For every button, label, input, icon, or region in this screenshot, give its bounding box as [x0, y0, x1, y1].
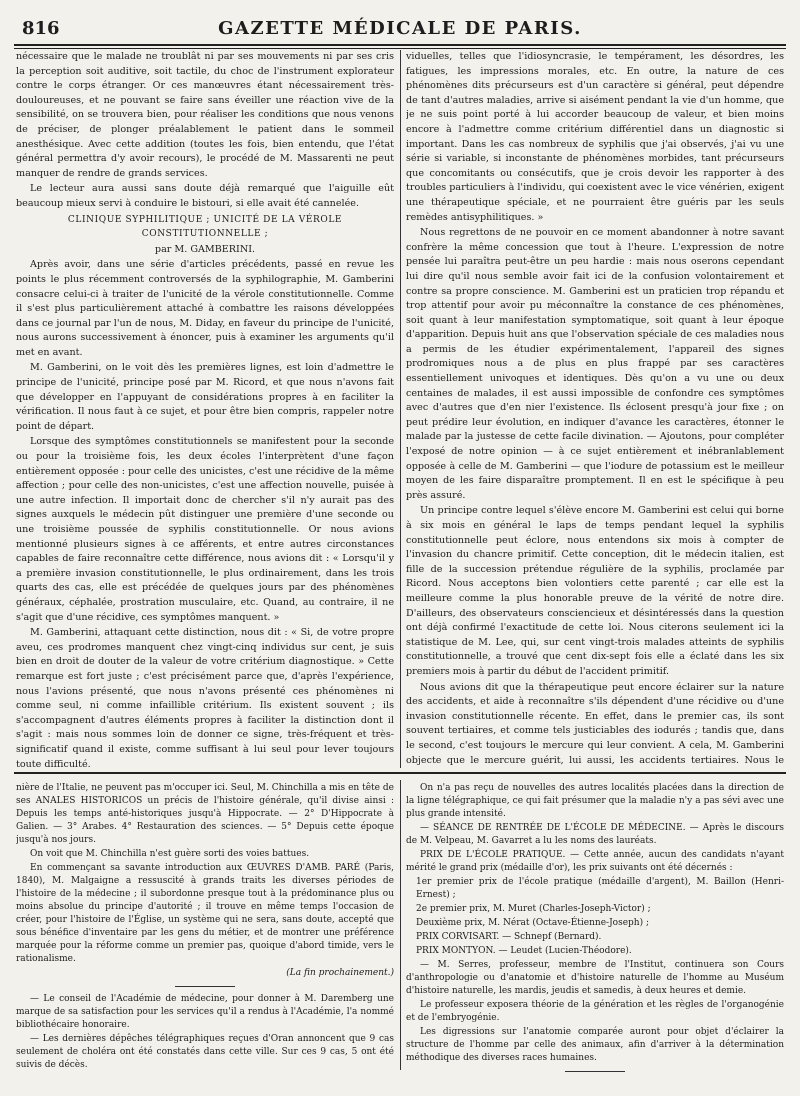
paragraph: nière de l'Italie, ne peuvent pas m'occuper ici. Seul, M. Chinchilla a mis en tête de ses ANALES HISTORICOS un précis de l'histoire générale, qu'il divise ainsi : Depuis les temps anté-historiques jusqu'à Hippocrate. — 2° D'Hippocrate à Galien. — 3° Arabes. 4° Restauration des sciences. — 5° Depuis cette époque jusqu'à nos jours. [16, 783, 394, 845]
prize-item: 2e premier prix, M. Muret (Charles-Joseph-Victor) ; [416, 904, 651, 914]
news-item: — M. Serres, professeur, membre de l'Institut, continuera son Cours d'anthropologie ou d'anatomie et d'histoire naturelle de l'homme au Muséum d'histoire naturelle, les mardis, jeudis et samedis, à deux heures et demie. [406, 960, 784, 996]
paragraph: viduelles, telles que l'idiosyncrasie, le tempérament, les désordres, les fatigues, les impressions morales, etc. En outre, la nature de ces phénomènes dits précurseurs est d'un caractère si général, peut dépendre de tant d'autres maladies, arrive si aisément pendant la vie d'un homme, que je ne suis point porté à lui accorder beaucoup de valeur, et bien moins encore à l'admettre comme critérium différentiel dans un diagnostic si important. Dans les cas nombreux de syphilis que j'ai observés, j'ai vu une série si variable, si inconstante de phénomènes morbides, tant précurseurs que concomitants ou consécutifs, que je crois devoir les rapporter à des troubles particuliers à l'individu, qui coexistent avec le vice vénérien, exigent une thérapeutique spéciale, et ne pourraient être guéris par les seuls remèdes antisyphilitiques. » [406, 51, 784, 223]
byline: par M. GAMBERINI. [154, 243, 256, 255]
paragraph: Le lecteur aura aussi sans doute déjà remarqué que l'aiguille eût beaucoup mieux servi à conduire le bistouri, si elle avait été cannelée. [16, 183, 394, 209]
news-item: On n'a pas reçu de nouvelles des autres localités placées dans la direction de la ligne télégraphique, ce qui fait présumer que la maladie n'y a pas sévi avec une plus grande intensité. [406, 783, 784, 819]
paragraph: En commençant sa savante introduction aux ŒUVRES D'AMB. PARÉ (Paris, 1840), M. Malgaigne a ressuscité à grands traits les diverses périodes de l'histoire de la médecine ; il subordonne presque tout à la prédominance plus ou moins absolue du principe d'autorité ; il trouve en même temps l'occasion de créer, pour l'histoire de l'Église, un système qui ne sera, sans doute, accepté que sous bénéfice d'inventaire par les gens du métier, et de montrer une préférence marquée pour la réforme comme un premier pas, quoique d'abord timide, vers le rationalisme. [16, 863, 394, 964]
column-divider [400, 50, 401, 768]
page-number: 816 [22, 18, 60, 39]
paragraph: M. Gamberini, attaquant cette distinction, nous dit : « Si, de votre propre aveu, ces prodromes manquent chez vingt-cinq individus sur cent, je suis bien en droit de douter de la valeur de votre critérium diagnostique. » Cette remarque est fort juste ; c'est précisément parce que, d'après l'expérience, nous l'avions présenté, que nous n'avons présenté ces phénomènes ni comme seul, ni comme infaillible critérium. Ils existent souvent ; ils s'accompagnent d'autres éléments propres à faciliter la distinction dont il s'agit : mais nous sommes loin de donner ce signe, très-fréquent et très-significatif quand il existe, comme suffisant à lui seul pour lever toujours toute difficulté. [16, 627, 394, 768]
news-item: Le professeur exposera théorie de la génération et les règles de l'organogénie et de l'embryogénie. [406, 1000, 784, 1023]
paragraph: On voit que M. Chinchilla n'est guère sorti des voies battues. [30, 849, 310, 859]
header-rule [14, 44, 786, 49]
paragraph: nécessaire que le malade ne troublât ni par ses mouvements ni par ses cris la perception soit auditive, soit tactile, du choc de l'instrument explorateur contre le corps étranger. Or ces manœuvres étant nécessairement très-douloureuses, et ne pouvant se faire sans éveiller une réaction vive de la sensibilité, on se trouvera bien, pour réaliser les conditions que nous venons de préciser, de plonger préalablement le patient dans le sommeil anesthésique. Avec cette addition (toutes les fois, bien entendu, que l'état général permettra d'y avoir recours), le procédé de M. Massarenti ne peut manquer de rendre de grands services. [16, 51, 394, 179]
separator [175, 986, 235, 987]
news-item: — Les dernières dépêches télégraphiques reçues d'Oran annoncent que 9 cas seulement de choléra ont été constatés dans cette ville. Sur ces 9 cas, 5 ont été suivis de décès. [16, 1034, 394, 1070]
prize-item: PRIX CORVISART. — Schnepf (Bernard). [416, 932, 602, 942]
journal-title: GAZETTE MÉDICALE DE PARIS. [218, 18, 582, 39]
news-item: — SÉANCE DE RENTRÉE DE L'ÉCOLE DE MÉDECINE. — Après le discours de M. Velpeau, M. Gavarret a lu les noms des lauréats. [406, 823, 784, 846]
section-heading: CLINIQUE SYPHILITIQUE ; UNICITÉ DE LA VÉROLE CONSTITUTIONNELLE ; [67, 214, 343, 240]
feuilleton-rule [14, 772, 786, 774]
continuation-note: (La fin prochainement.) [286, 968, 394, 978]
paragraph: M. Gamberini, on le voit dès les premières lignes, est loin d'admettre le principe de l'unicité, principe posé par M. Ricord, et que nous n'avons fait que développer en l'appuyant de considérations propres à en faciliter la vérification. Il nous faut à ce sujet, et pour être bien compris, rappeler notre point de départ. [16, 362, 394, 432]
separator [565, 1071, 625, 1072]
news-item: — Le conseil de l'Académie de médecine, pour donner à M. Daremberg une marque de sa satisfaction pour les services qu'il a rendus à l'Académie, l'a nommé bibliothécaire honoraire. [16, 994, 394, 1030]
paragraph: Nous avions dit que la thérapeutique peut encore éclairer sur la nature des accidents, et aide à reconnaître s'ils dépendent d'une récidive ou d'une invasion constitutionnelle récente. En effet, dans le premier cas, ils sont souvent tertiaires, et comme tels justiciables des iodurés ; tandis que, dans le second, c'est toujours le mercure qui leur convient. A cela, M. Gamberini objecte que le mercure guérit, lui aussi, les accidents tertiaires. Nous le [406, 681, 784, 766]
prize-item: Deuxième prix, M. Nérat (Octave-Étienne-Joseph) ; [416, 918, 650, 928]
news-item: Les digressions sur l'anatomie comparée auront pour objet d'éclairer la structure de l'homme par celle des animaux, afin d'arriver à la détermination méthodique des diverses races humaines. [406, 1027, 784, 1063]
paragraph: Lorsque des symptômes constitutionnels se manifestent pour la seconde ou pour la troisième fois, les deux écoles l'interprètent d'une façon entièrement opposée : pour celle des unicistes, c'est une récidive de la même affection ; pour celle des non-unicistes, c'est une affection nouvelle, puisée à une autre infection. Il importait donc de chercher s'il n'y aurait pas des signes auxquels le médecin pût distinguer une première d'une seconde ou une troisième poussée de syphilis constitutionnelle. Or nous avions mentionné plusieurs signes à ce afférents, et entre autres circonstances capables de faire reconnaître cette différence, nous avions dit : « Lorsqu'il y a première invasion constitutionnelle, le plus ordinairement, dans les trois quarts des cas, elle est précédée de quelques jours par des phénomènes généraux, céphalée, prostration musculaire, etc. Quand, au contraire, il ne s'agit que d'une récidive, ces symptômes manquent. » [16, 436, 394, 623]
paragraph: Un principe contre lequel s'élève encore M. Gamberini est celui qui borne à six mois en général le laps de temps pendant lequel la syphilis constitutionnelle peut éclore, nous entendons six mois à compter de l'invasion du chancre primitif. Cette conception, dit le médecin italien, est fille de la succession prétendue régulière de la syphilis, proclamée par Ricord. Nous acceptons bien volontiers cette parenté ; car elle est la meilleure comme la plus honorable preuve de la vérité de notre dire. D'ailleurs, des observateurs consciencieux et désintéressés dans la question ont déjà confirmé l'exactitude de cette loi. Nous citerons seulement ici la statistique de M. Lee, qui, sur cent vingt-trois malades atteints de syphilis constitutionnelle, a trouvé que cent dix-sept fois elle a éclaté dans les six premiers mois à partir du début de l'accident primitif. [406, 505, 784, 677]
page-header [14, 14, 786, 44]
column-bottom-left [16, 782, 394, 1082]
paragraph: Après avoir, dans une série d'articles précédents, passé en revue les points le plus récemment controversés de la syphilographie, M. Gamberini consacre celui-ci à traiter de l'unicité de la vérole constitutionnelle. Comme il s'est plus particulièrement attaché à combattre les raisons développées dans ce journal par l'un de nous, M. Diday, en faveur du principe de l'unicité, nous aurons successivement à énoncer, puis à examiner les arguments qu'il met en avant. [16, 259, 394, 358]
news-item: PRIX DE L'ÉCOLE PRATIQUE. — Cette année, aucun des candidats n'ayant mérité le grand prix (médaille d'or), les prix suivants ont été décernés : [406, 850, 784, 873]
prize-item: 1er premier prix de l'école pratique (médaille d'argent), M. Baillon (Henri-Ernest) ; [416, 877, 784, 900]
column-divider [400, 780, 401, 1070]
prize-item: PRIX MONTYON. — Leudet (Lucien-Théodore). [416, 946, 632, 956]
column-bottom-right [406, 782, 784, 1082]
column-top-left [16, 50, 394, 768]
column-top-right [406, 50, 784, 768]
paragraph: Nous regrettons de ne pouvoir en ce moment abandonner à notre savant confrère la même concession que tout à l'heure. L'expression de notre pensée lui paraîtra peut-être un peu hardie : mais nous oserons cependant lui dire qu'il nous semble avoir fait ici de la confusion volontairement et contre sa propre conscience. M. Gamberini est un praticien trop répandu et trop attentif pour avoir pu méconnaître la constance de ces phénomènes, soit quant à leur manifestation symptomatique, soit quant à leur époque d'apparition. Depuis huit ans que l'observation spéciale de ces maladies nous a permis de les étudier expérimentalement, l'appareil des signes prodromiques nous a de plus en plus frappé par ses caractères essentiellement univoques et identiques. Dès qu'on a vu une ou deux centaines de malades, il est aussi impossible de confondre ces symptômes avec d'autres que d'en nier l'existence. Ils éclosent presqu'à jour fixe ; on peut prédire leur évolution, en indiquer d'avance les caractères, étonner le malade par la justesse de cette facile divination. — Ajoutons, pour compléter l'exposé de notre opinion — à ce sujet entièrement et inébranlablement opposée à celle de M. Gamberini — que l'iodure de potassium est le meilleur moyen de les faire disparaître promptement. Il en est le spécifique à peu près assuré. [406, 227, 784, 501]
